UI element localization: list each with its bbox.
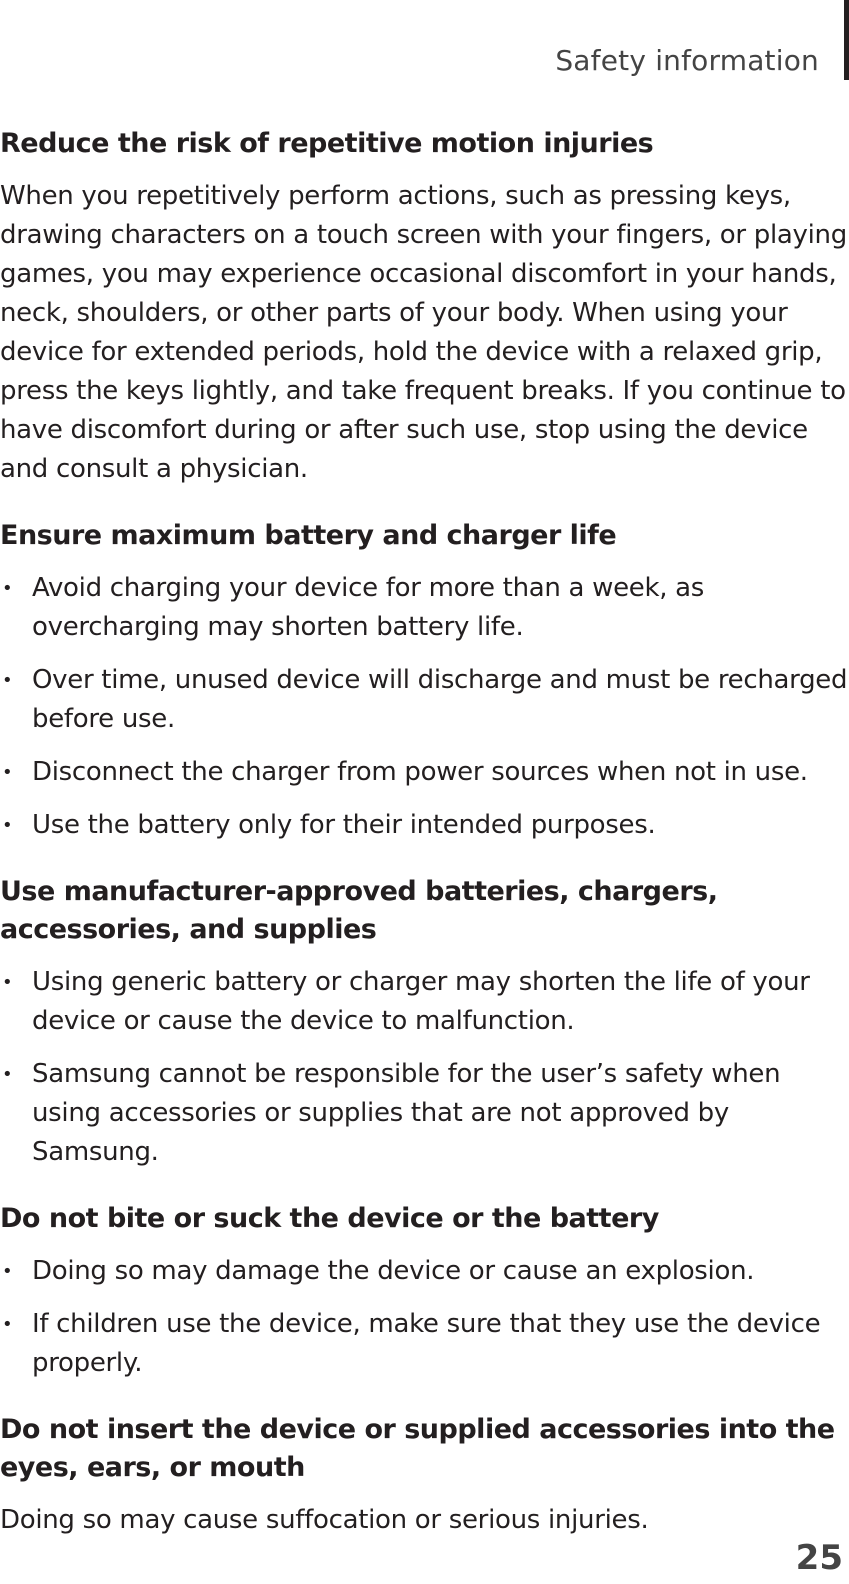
list-item: • Samsung cannot be responsible for the user’s safety when using accessories or supplies that are not approved by Samsung. bbox=[0, 1055, 849, 1172]
section-title: Ensure maximum battery and charger life bbox=[0, 520, 617, 551]
bullet-icon: • bbox=[2, 578, 13, 599]
section-do-not-bite bbox=[0, 1200, 849, 1383]
list-item: • Disconnect the charger from power sources when not in use. bbox=[0, 753, 849, 792]
section-title: Use manufacturer-approved batteries, chargers, accessories, and supplies bbox=[0, 876, 718, 945]
list-item: • Doing so may damage the device or cause an explosion. bbox=[0, 1252, 849, 1291]
page-header-title: Safety information bbox=[555, 44, 819, 77]
bullet-icon: • bbox=[2, 972, 13, 993]
section-repetitive-motion bbox=[0, 125, 849, 489]
header-rule bbox=[844, 0, 849, 80]
bullet-icon: • bbox=[2, 670, 13, 691]
page-content bbox=[0, 125, 849, 1568]
bullet-list bbox=[0, 569, 849, 845]
page-number: 25 bbox=[795, 1538, 843, 1578]
bullet-icon: • bbox=[2, 762, 13, 783]
section-title: Do not insert the device or supplied accessories into the eyes, ears, or mouth bbox=[0, 1414, 835, 1483]
bullet-list bbox=[0, 1252, 849, 1383]
section-title: Reduce the risk of repetitive motion injuries bbox=[0, 128, 654, 159]
bullet-icon: • bbox=[2, 1261, 13, 1282]
list-item: • Avoid charging your device for more than a week, as overcharging may shorten battery life. bbox=[0, 569, 849, 647]
section-paragraph: When you repetitively perform actions, such as pressing keys, drawing characters on a touch screen with your fingers, or playing games, you may experience occasional discomfort in your hands, neck, shoulders, or other parts of your body. When using your device for extended periods, hold the device with a relaxed grip, press the keys lightly, and take frequent breaks. If you continue to have discomfort during or after such use, stop using the device and consult a physician. bbox=[0, 181, 847, 484]
list-item: • Use the battery only for their intended purposes. bbox=[0, 806, 849, 845]
list-item: • Over time, unused device will discharge and must be recharged before use. bbox=[0, 661, 849, 739]
bullet-list bbox=[0, 963, 849, 1172]
section-paragraph: Doing so may cause suffocation or serious injuries. bbox=[0, 1505, 649, 1535]
bullet-icon: • bbox=[2, 1064, 13, 1085]
bullet-icon: • bbox=[2, 815, 13, 836]
section-do-not-insert bbox=[0, 1411, 849, 1540]
section-approved-accessories bbox=[0, 873, 849, 1172]
section-battery-life bbox=[0, 517, 849, 845]
list-item: • If children use the device, make sure that they use the device properly. bbox=[0, 1305, 849, 1383]
section-title: Do not bite or suck the device or the battery bbox=[0, 1203, 659, 1234]
bullet-icon: • bbox=[2, 1314, 13, 1335]
list-item: • Using generic battery or charger may shorten the life of your device or cause the device to malfunction. bbox=[0, 963, 849, 1041]
